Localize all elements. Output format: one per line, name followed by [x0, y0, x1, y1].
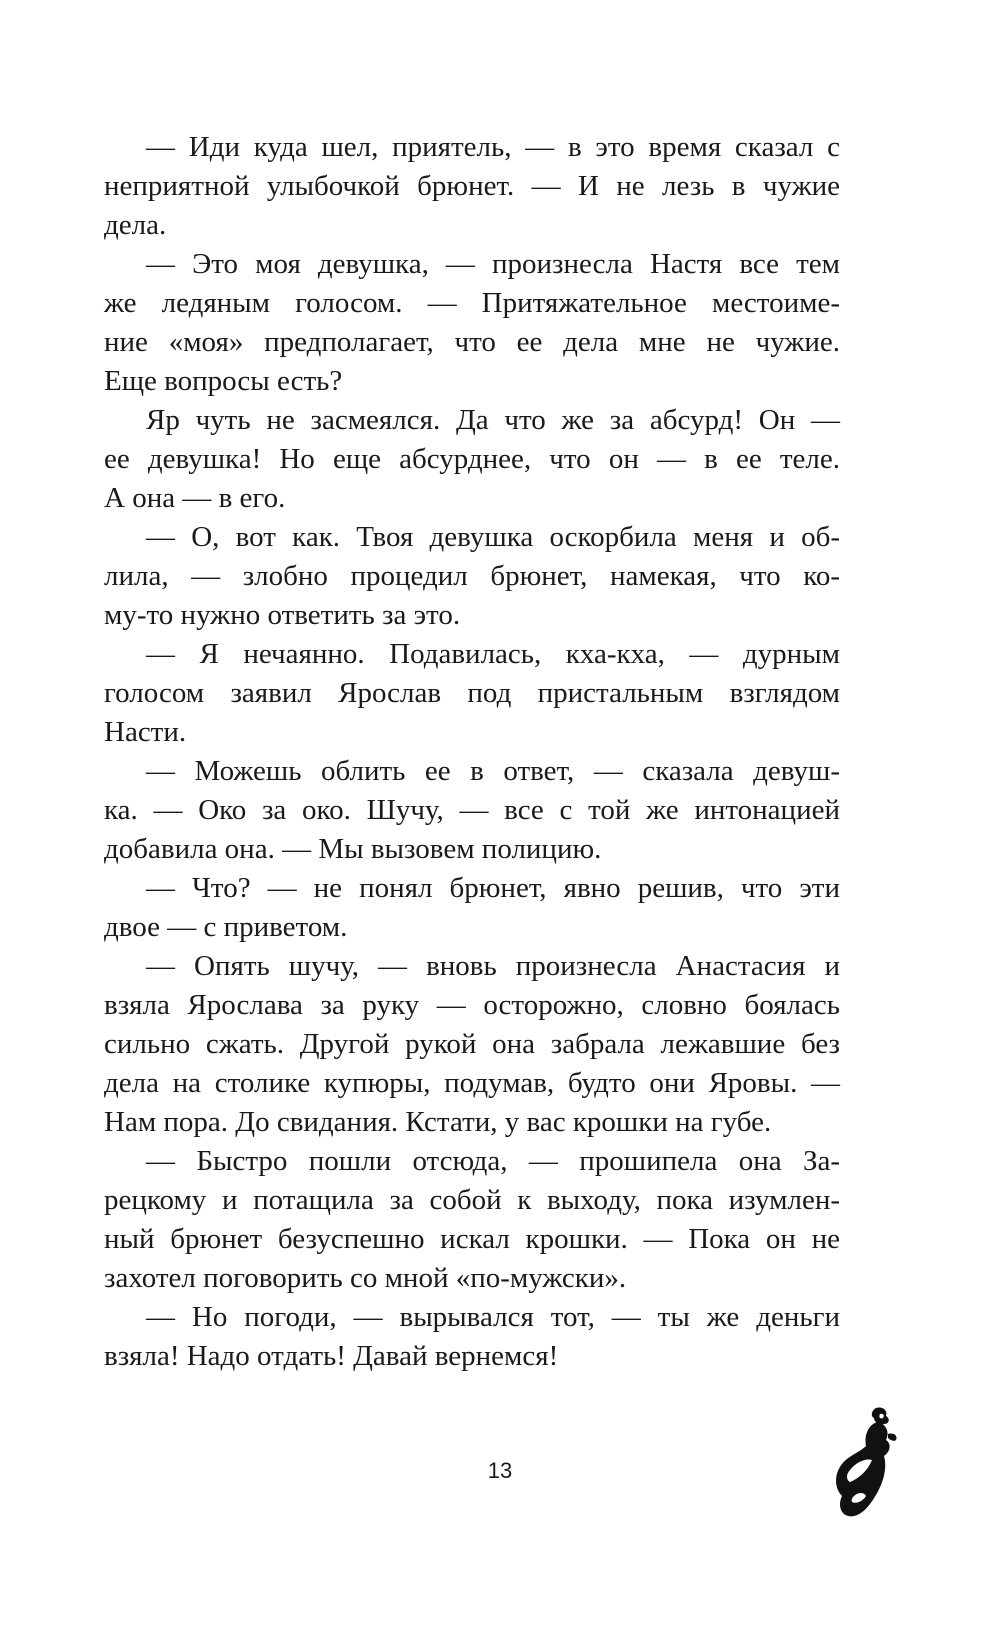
- text-line: Яр чуть не засмеялся. Да что же за абсурд! Он —: [146, 404, 840, 436]
- text-line: — Что? — не понял брюнет, явно решив, что эти: [146, 872, 840, 904]
- text-line: Еще вопросы есть?: [104, 365, 343, 397]
- text-line: — Я нечаянно. Подавилась, кха-кха, — дурным: [146, 638, 840, 670]
- text-line: А она — в его.: [104, 482, 286, 514]
- text-line: — Но погоди, — вырывался тот, — ты же деньги: [146, 1301, 840, 1333]
- body-text: [104, 128, 840, 1376]
- text-line: добавила она. — Мы вызовем полицию.: [104, 833, 602, 865]
- text-line: захотел поговорить со мной «по-мужски».: [104, 1262, 627, 1294]
- text-line: Нам пора. До свидания. Кстати, у вас крошки на губе.: [104, 1106, 772, 1138]
- text-line: ка. — Око за око. Шучу, — все с той же интонацией: [104, 794, 840, 826]
- text-line: — Можешь облить ее в ответ, — сказала девуш-: [146, 755, 840, 787]
- text-line: ние «моя» предполагает, что ее дела мне не чужие.: [104, 326, 840, 358]
- text-line: рецкому и потащила за собой к выходу, пока изумлен-: [104, 1184, 840, 1216]
- text-line: же ледяным голосом. — Притяжательное местоиме-: [104, 287, 840, 319]
- text-line: ее девушка! Но еще абсурднее, что он — в ее теле.: [104, 443, 840, 475]
- page-number: 13: [487, 1458, 513, 1483]
- text-line: — Быстро пошли отсюда, — прошипела она За-: [146, 1145, 840, 1177]
- text-line: взяла! Надо отдать! Давай вернемся!: [104, 1340, 559, 1372]
- text-line: — Опять шучу, — вновь произнесла Анастасия и: [146, 950, 840, 982]
- text-line: сильно сжать. Другой рукой она забрала лежавшие без: [104, 1028, 840, 1060]
- text-line: голосом заявил Ярослав под пристальным взглядом: [104, 677, 840, 709]
- text-line: — Это моя девушка, — произнесла Настя все тем: [146, 248, 840, 280]
- text-line: неприятной улыбочкой брюнет. — И не лезь в чужие: [104, 170, 840, 202]
- text-line: дела на столике купюры, подумав, будто они Яровы. —: [104, 1067, 840, 1099]
- text-line: двое — с приветом.: [104, 911, 348, 943]
- text-line: му-то нужно ответить за это.: [104, 599, 461, 631]
- text-line: — О, вот как. Твоя девушка оскорбила меня и об-: [146, 521, 840, 553]
- text-line: лила, — злобно процедил брюнет, намекая, что ко-: [104, 560, 840, 592]
- text-line: ный брюнет безуспешно искал крошки. — Пока он не: [104, 1223, 840, 1255]
- text-line: взяла Ярослава за руку — осторожно, словно боялась: [104, 989, 840, 1021]
- text-line: — Иди куда шел, приятель, — в это время сказал с: [146, 131, 840, 163]
- text-line: Насти.: [104, 716, 187, 748]
- stylized-figure-icon: [820, 1400, 910, 1530]
- text-line: дела.: [104, 209, 167, 241]
